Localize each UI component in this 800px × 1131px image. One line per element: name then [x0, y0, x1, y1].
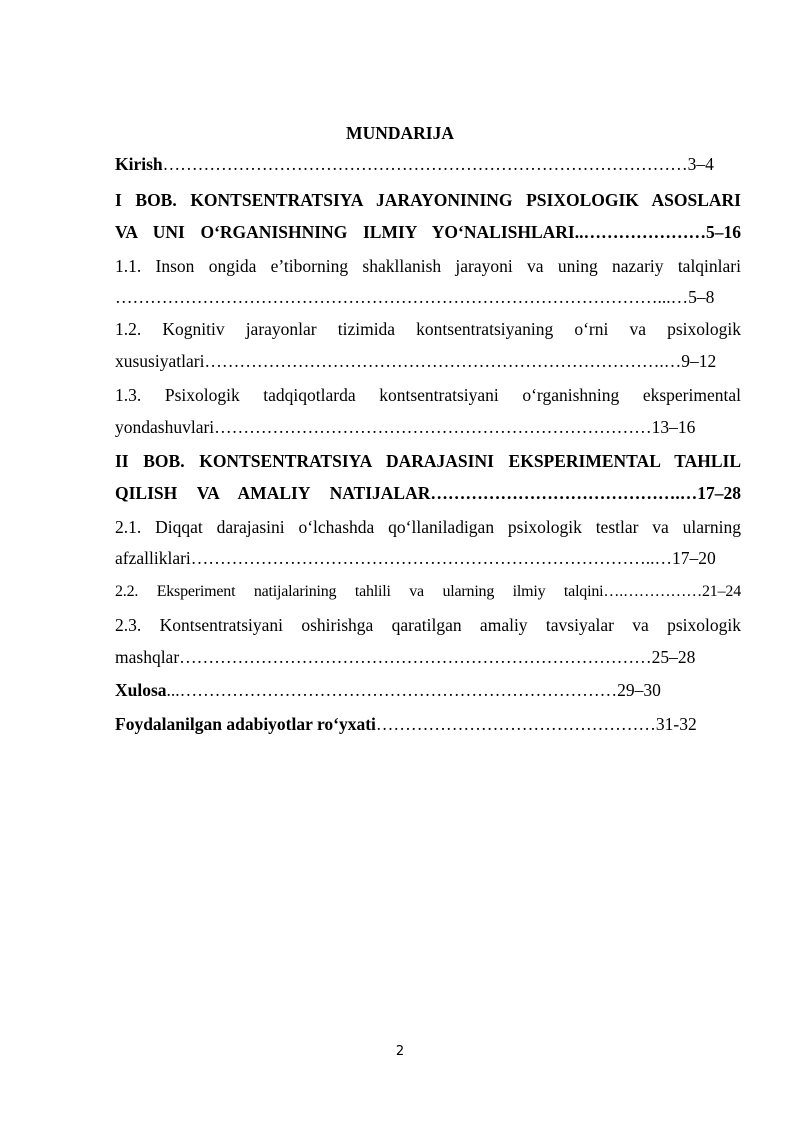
toc-entry-xulosa: [115, 679, 741, 701]
toc-section-2-3-line-1: 2.3. Kontsentratsiyani oshirishga qaratilgan amaliy tavsiyalar va psixologik: [115, 615, 741, 635]
toc-entry-kirish: [115, 153, 741, 175]
toc-page-range: 29–30: [617, 680, 661, 700]
toc-leader: …………………………………………: [375, 714, 656, 734]
toc-chapter-2-line-2: QILISH VA AMALIY NATIJALAR…………………………………….…17–28: [115, 483, 741, 503]
toc-entry-adabiyotlar: [115, 713, 741, 735]
toc-title: MUNDARIJA: [346, 123, 454, 143]
toc-section-1-2-line-2: xususiyatlari…………………………………………………………………….…9–12: [115, 351, 717, 371]
toc-section-1-2-line-1: 1.2. Kognitiv jarayonlar tizimida kontsentratsiyaning o‘rni va psixologik: [115, 319, 741, 339]
page-number: 2: [395, 1044, 405, 1059]
toc-page-range: 31-32: [655, 714, 697, 734]
toc-section-2-1-line-1: 2.1. Diqqat darajasini o‘lchashda qo‘llaniladigan psixologik testlar va ularning: [115, 517, 741, 537]
toc-section-1-1-line-1: 1.1. Inson ongida e’tiborning shakllanish jarayoni va uning nazariy talqinlari: [115, 256, 741, 276]
toc-section-1-1-line-2: …………………………………………………………………………………...…5–8: [115, 287, 715, 307]
toc-page-range: 3–4: [687, 154, 714, 174]
toc-entry-adabiyotlar-label: Foydalanilgan adabiyotlar ro‘yxati: [115, 714, 376, 734]
toc-entry-kirish-label: Kirish: [115, 154, 163, 174]
toc-leader: ...…………………………………………………………………: [166, 680, 618, 700]
toc-chapter-1-line-1: I BOB. KONTSENTRATSIYA JARAYONINING PSIXOLOGIK ASOSLARI: [115, 190, 741, 210]
toc-section-2-1-line-2: afzalliklari……………………………………………………………………..…17–20: [115, 548, 716, 568]
toc-chapter-2-line-1: II BOB. KONTSENTRATSIYA DARAJASINI EKSPERIMENTAL TAHLIL: [115, 451, 741, 471]
toc-section-1-3-line-1: 1.3. Psixologik tadqiqotlarda kontsentratsiyani o‘rganishning eksperimental: [115, 385, 741, 405]
toc-section-2-2: 2.2. Eksperiment natijalarining tahlili va ularning ilmiy talqini….……………21–24: [115, 583, 741, 600]
toc-section-1-3-line-2: yondashuvlari…………………………………………………………………13–16: [115, 417, 696, 437]
toc-leader: ………………………………………………………………………………: [162, 154, 688, 174]
toc-chapter-1-line-2: VA UNI O‘RGANISHNING ILMIY YO‘NALISHLARI..…………………5–16: [115, 222, 741, 242]
toc-section-2-3-line-2: mashqlar………………………………………………………………………25–28: [115, 647, 696, 667]
toc-entry-xulosa-label: Xulosa: [115, 680, 167, 700]
